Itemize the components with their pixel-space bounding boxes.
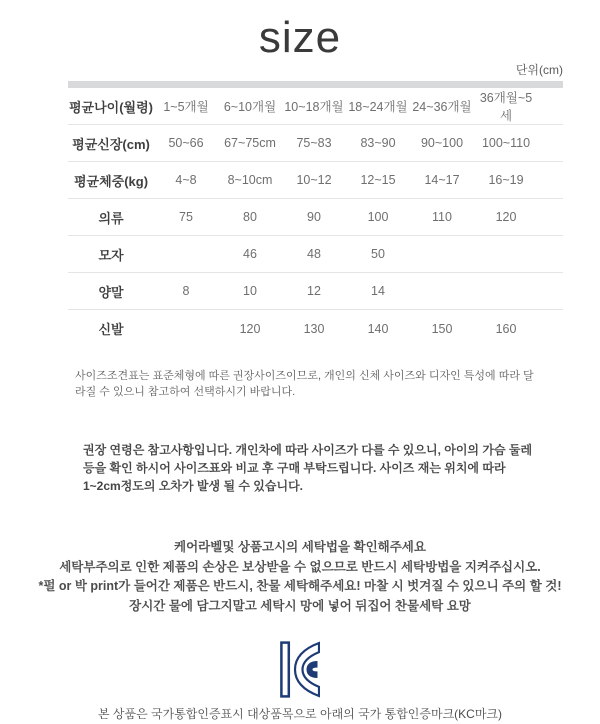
size-table bbox=[68, 61, 563, 347]
table-row-clothing bbox=[68, 199, 563, 236]
table-cell: 10~12 bbox=[296, 173, 332, 187]
table-row-shoes bbox=[68, 310, 563, 347]
table-cell: 160 bbox=[495, 321, 517, 336]
table-cell: 120 bbox=[239, 321, 261, 336]
table-cell: 90~100 bbox=[420, 136, 464, 150]
size-disclaimer-note: 사이즈조견표는 표준체형에 따른 권장사이즈이므로, 개인의 신체 사이즈와 디자인 특성에 따라 달라질 수 있으니 참고하여 선택하시기 바랍니다. bbox=[75, 370, 534, 398]
table-header-bar bbox=[68, 81, 563, 88]
table-cell: 16~19 bbox=[488, 173, 524, 187]
care-line: 장시간 물에 담그지말고 세탁시 망에 넣어 뒤집어 찬물세탁 요망 bbox=[129, 598, 471, 613]
table-cell: 14 bbox=[371, 284, 385, 298]
table-cell: 100 bbox=[367, 210, 389, 224]
unit-label: 단위(cm) bbox=[515, 63, 563, 77]
table-cell: 36개월~5세 bbox=[479, 91, 533, 123]
table-row-height bbox=[68, 125, 563, 162]
care-instructions bbox=[0, 538, 600, 616]
care-line: *펄 or 박 print가 들어간 제품은 반드시, 찬물 세탁해주세요! 마찰 시 벗겨질 수 있으니 주의 할 것! bbox=[38, 579, 562, 593]
table-cell: 140 bbox=[367, 321, 389, 336]
table-cell: 150 bbox=[431, 321, 453, 336]
table-cell: 75 bbox=[179, 210, 193, 224]
table-cell: 50~66 bbox=[168, 136, 204, 150]
table-cell: 6~10개월 bbox=[223, 100, 277, 114]
table-cell: 12 bbox=[307, 284, 321, 298]
certification-text: 본 상품은 국가통합인증표시 대상품목으로 아래의 국가 통합인증마크(KC마크) bbox=[97, 707, 503, 721]
row-label: 신발 bbox=[98, 322, 124, 337]
table-row-weight bbox=[68, 162, 563, 199]
table-cell: 4~8 bbox=[175, 173, 197, 187]
row-label: 모자 bbox=[98, 247, 124, 263]
table-row-hat bbox=[68, 236, 563, 273]
table-cell: 80 bbox=[243, 210, 257, 224]
table-cell: 90 bbox=[307, 210, 321, 224]
table-cell: 110 bbox=[432, 210, 452, 224]
table-cell: 48 bbox=[307, 247, 321, 261]
row-label: 평균신장(cm) bbox=[72, 136, 150, 152]
row-label: 의류 bbox=[98, 210, 124, 226]
table-cell: 75~83 bbox=[296, 136, 332, 150]
table-cell: 120 bbox=[495, 210, 517, 224]
table-cell: 130 bbox=[303, 321, 325, 336]
table-row-socks bbox=[68, 273, 563, 310]
row-label: 평균나이(월령) bbox=[68, 99, 153, 115]
page-title: size bbox=[258, 13, 342, 62]
row-label: 평균체중(kg) bbox=[73, 173, 149, 189]
table-cell: 18~24개월 bbox=[348, 100, 408, 114]
table-cell: 12~15 bbox=[360, 173, 396, 187]
row-label: 양말 bbox=[98, 284, 124, 300]
kc-certification-mark-icon bbox=[0, 641, 600, 698]
table-cell: 67~75cm bbox=[224, 136, 276, 150]
table-cell: 14~17 bbox=[424, 173, 460, 187]
table-cell: 10 bbox=[243, 284, 257, 298]
age-disclaimer-note: 권장 연령은 참고사항입니다. 개인차에 따라 사이즈가 다를 수 있으니, 아이의 가슴 둘레 등을 확인 하시어 사이즈표와 비교 후 구매 부탁드립니다. 사이즈 재는 위치에 따라 1~2cm정도의 오차가 발생 될 수 있습니다. bbox=[83, 443, 533, 493]
table-cell: 24~36개월 bbox=[412, 100, 472, 114]
table-cell: 8 bbox=[182, 284, 190, 298]
table-row-age bbox=[68, 88, 563, 125]
table-cell: 83~90 bbox=[360, 136, 396, 150]
table-cell: 100~110 bbox=[481, 136, 531, 150]
table-cell: 8~10cm bbox=[227, 173, 273, 187]
table-cell: 50 bbox=[371, 247, 385, 261]
care-line: 세탁부주의로 인한 제품의 손상은 보상받을 수 없으므로 반드시 세탁방법을 지켜주십시오. bbox=[59, 559, 541, 574]
table-cell: 10~18개월 bbox=[284, 100, 344, 114]
table-cell: 1~5개월 bbox=[163, 100, 209, 114]
care-line: 케어라벨및 상품고시의 세탁법을 확인해주세요 bbox=[174, 540, 426, 554]
table-cell: 46 bbox=[243, 247, 257, 261]
